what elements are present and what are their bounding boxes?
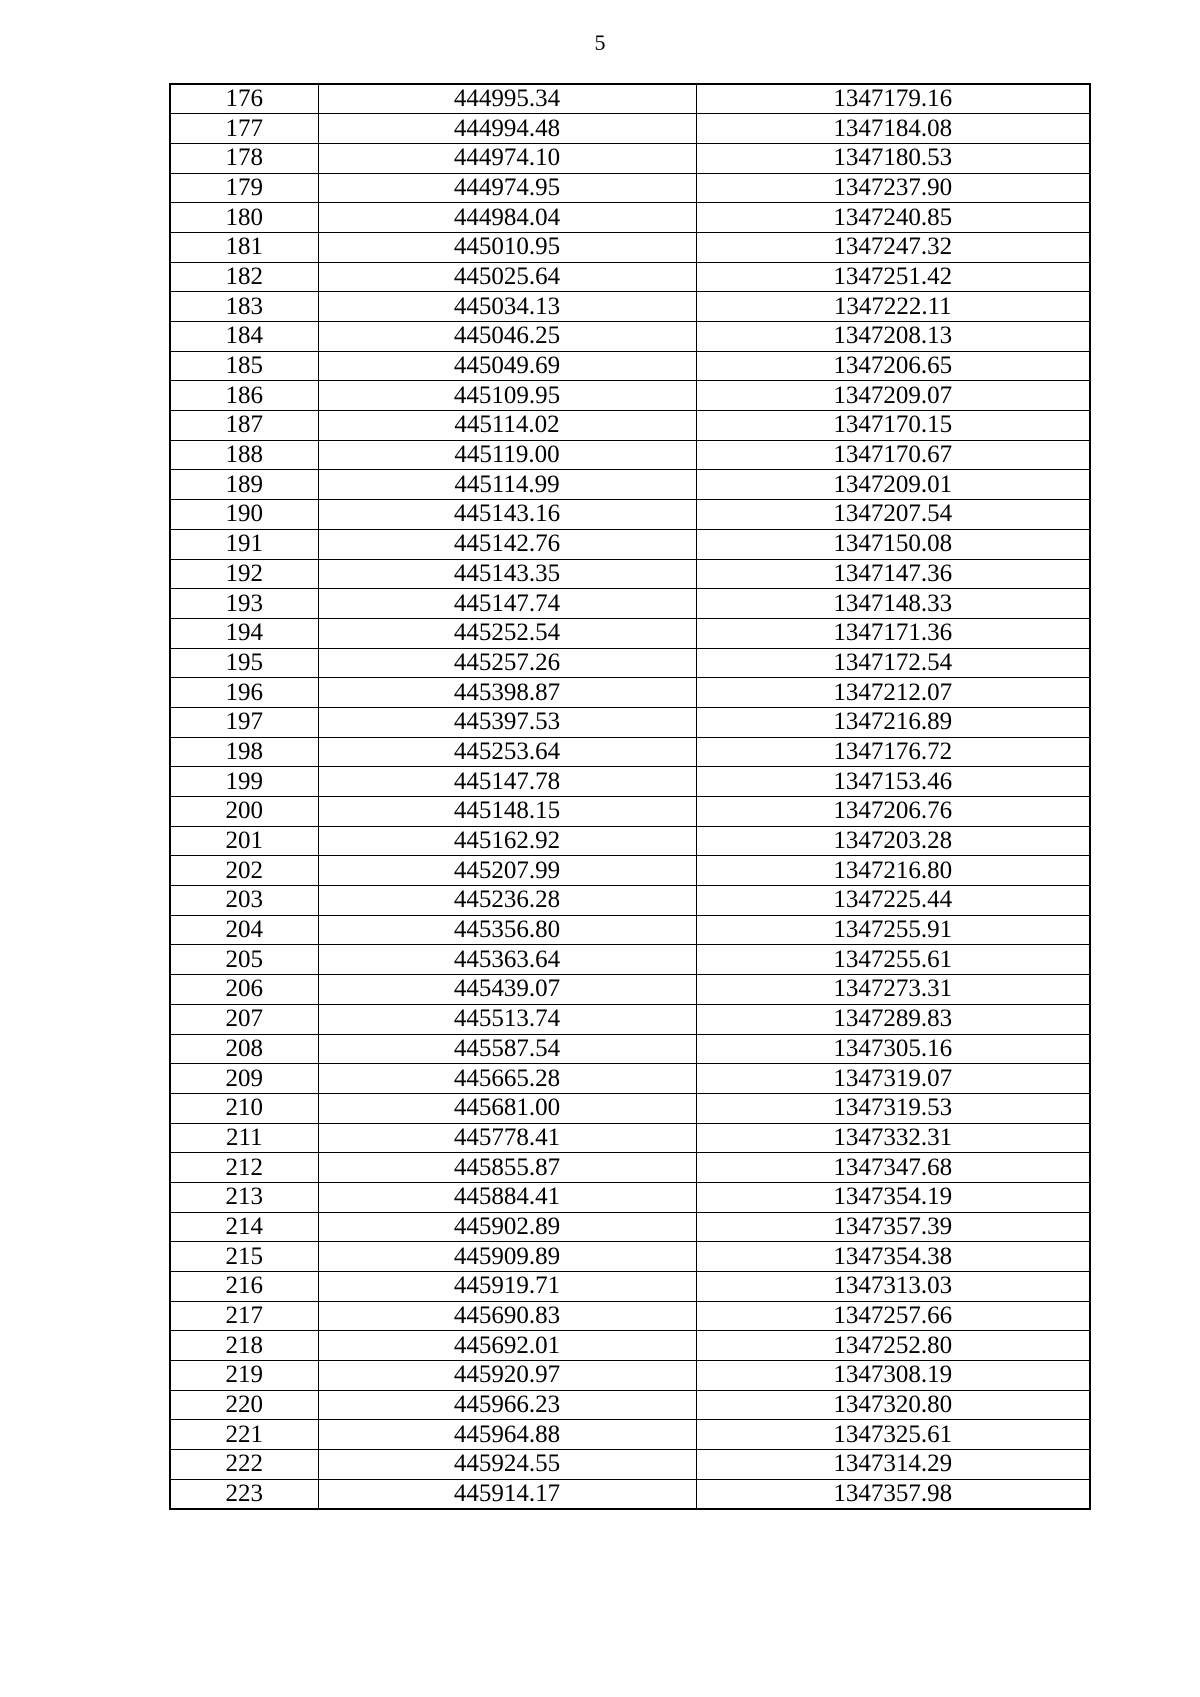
table-row bbox=[170, 1450, 1090, 1480]
y-coordinate-cell: 1347325.61 bbox=[696, 1420, 1090, 1450]
table-row bbox=[170, 945, 1090, 975]
table-row bbox=[170, 1331, 1090, 1361]
point-number-cell: 199 bbox=[170, 767, 318, 797]
x-coordinate-cell: 445034.13 bbox=[318, 292, 696, 322]
point-number-cell: 219 bbox=[170, 1361, 318, 1391]
table-row bbox=[170, 1064, 1090, 1094]
y-coordinate-cell: 1347357.39 bbox=[696, 1212, 1090, 1242]
y-coordinate-cell: 1347150.08 bbox=[696, 529, 1090, 559]
x-coordinate-cell: 444974.95 bbox=[318, 173, 696, 203]
table-row bbox=[170, 292, 1090, 322]
x-coordinate-cell: 445665.28 bbox=[318, 1064, 696, 1094]
point-number-cell: 194 bbox=[170, 618, 318, 648]
x-coordinate-cell: 445855.87 bbox=[318, 1153, 696, 1183]
table-row bbox=[170, 915, 1090, 945]
y-coordinate-cell: 1347237.90 bbox=[696, 173, 1090, 203]
table-row bbox=[170, 1272, 1090, 1302]
x-coordinate-cell: 445143.35 bbox=[318, 559, 696, 589]
table-row bbox=[170, 826, 1090, 856]
point-number-cell: 191 bbox=[170, 529, 318, 559]
x-coordinate-cell: 445397.53 bbox=[318, 707, 696, 737]
y-coordinate-cell: 1347347.68 bbox=[696, 1153, 1090, 1183]
y-coordinate-cell: 1347180.53 bbox=[696, 143, 1090, 173]
table-row bbox=[170, 381, 1090, 411]
x-coordinate-cell: 445692.01 bbox=[318, 1331, 696, 1361]
y-coordinate-cell: 1347171.36 bbox=[696, 618, 1090, 648]
point-number-cell: 217 bbox=[170, 1301, 318, 1331]
point-number-cell: 213 bbox=[170, 1182, 318, 1212]
x-coordinate-cell: 445148.15 bbox=[318, 797, 696, 827]
table-row bbox=[170, 1479, 1090, 1509]
point-number-cell: 221 bbox=[170, 1420, 318, 1450]
point-number-cell: 203 bbox=[170, 886, 318, 916]
y-coordinate-cell: 1347216.89 bbox=[696, 707, 1090, 737]
y-coordinate-cell: 1347222.11 bbox=[696, 292, 1090, 322]
table-row bbox=[170, 1301, 1090, 1331]
x-coordinate-cell: 445253.64 bbox=[318, 737, 696, 767]
x-coordinate-cell: 445119.00 bbox=[318, 440, 696, 470]
table-row bbox=[170, 529, 1090, 559]
table-row bbox=[170, 143, 1090, 173]
table-row bbox=[170, 500, 1090, 530]
y-coordinate-cell: 1347332.31 bbox=[696, 1123, 1090, 1153]
x-coordinate-cell: 445924.55 bbox=[318, 1450, 696, 1480]
x-coordinate-cell: 444984.04 bbox=[318, 203, 696, 233]
table-row bbox=[170, 648, 1090, 678]
y-coordinate-cell: 1347170.15 bbox=[696, 411, 1090, 441]
y-coordinate-cell: 1347305.16 bbox=[696, 1034, 1090, 1064]
y-coordinate-cell: 1347176.72 bbox=[696, 737, 1090, 767]
y-coordinate-cell: 1347308.19 bbox=[696, 1361, 1090, 1391]
x-coordinate-cell: 445439.07 bbox=[318, 975, 696, 1005]
point-number-cell: 184 bbox=[170, 322, 318, 352]
point-number-cell: 181 bbox=[170, 232, 318, 262]
table-row bbox=[170, 1093, 1090, 1123]
x-coordinate-cell: 444994.48 bbox=[318, 114, 696, 144]
point-number-cell: 185 bbox=[170, 351, 318, 381]
y-coordinate-cell: 1347273.31 bbox=[696, 975, 1090, 1005]
point-number-cell: 182 bbox=[170, 262, 318, 292]
y-coordinate-cell: 1347289.83 bbox=[696, 1004, 1090, 1034]
x-coordinate-cell: 445147.78 bbox=[318, 767, 696, 797]
x-coordinate-cell: 445109.95 bbox=[318, 381, 696, 411]
y-coordinate-cell: 1347208.13 bbox=[696, 322, 1090, 352]
y-coordinate-cell: 1347216.80 bbox=[696, 856, 1090, 886]
table-row bbox=[170, 767, 1090, 797]
y-coordinate-cell: 1347148.33 bbox=[696, 589, 1090, 619]
y-coordinate-cell: 1347252.80 bbox=[696, 1331, 1090, 1361]
coordinates-table bbox=[169, 83, 1091, 1510]
point-number-cell: 189 bbox=[170, 470, 318, 500]
point-number-cell: 207 bbox=[170, 1004, 318, 1034]
y-coordinate-cell: 1347170.67 bbox=[696, 440, 1090, 470]
point-number-cell: 180 bbox=[170, 203, 318, 233]
x-coordinate-cell: 445257.26 bbox=[318, 648, 696, 678]
table-row bbox=[170, 856, 1090, 886]
x-coordinate-cell: 445049.69 bbox=[318, 351, 696, 381]
y-coordinate-cell: 1347255.91 bbox=[696, 915, 1090, 945]
x-coordinate-cell: 445690.83 bbox=[318, 1301, 696, 1331]
point-number-cell: 193 bbox=[170, 589, 318, 619]
table-row bbox=[170, 203, 1090, 233]
y-coordinate-cell: 1347225.44 bbox=[696, 886, 1090, 916]
y-coordinate-cell: 1347240.85 bbox=[696, 203, 1090, 233]
x-coordinate-cell: 445909.89 bbox=[318, 1242, 696, 1272]
point-number-cell: 216 bbox=[170, 1272, 318, 1302]
table-row bbox=[170, 707, 1090, 737]
y-coordinate-cell: 1347209.01 bbox=[696, 470, 1090, 500]
table-row bbox=[170, 262, 1090, 292]
point-number-cell: 215 bbox=[170, 1242, 318, 1272]
table-row bbox=[170, 1182, 1090, 1212]
y-coordinate-cell: 1347206.65 bbox=[696, 351, 1090, 381]
y-coordinate-cell: 1347354.19 bbox=[696, 1182, 1090, 1212]
x-coordinate-cell: 444974.10 bbox=[318, 143, 696, 173]
point-number-cell: 200 bbox=[170, 797, 318, 827]
coordinates-table-body bbox=[170, 84, 1090, 1509]
table-row bbox=[170, 440, 1090, 470]
x-coordinate-cell: 445919.71 bbox=[318, 1272, 696, 1302]
table-row bbox=[170, 1420, 1090, 1450]
point-number-cell: 183 bbox=[170, 292, 318, 322]
table-row bbox=[170, 411, 1090, 441]
x-coordinate-cell: 445966.23 bbox=[318, 1390, 696, 1420]
x-coordinate-cell: 445143.16 bbox=[318, 500, 696, 530]
x-coordinate-cell: 445114.99 bbox=[318, 470, 696, 500]
table-row bbox=[170, 1004, 1090, 1034]
table-row bbox=[170, 351, 1090, 381]
page-number: 5 bbox=[594, 30, 606, 55]
x-coordinate-cell: 445147.74 bbox=[318, 589, 696, 619]
point-number-cell: 186 bbox=[170, 381, 318, 411]
y-coordinate-cell: 1347320.80 bbox=[696, 1390, 1090, 1420]
x-coordinate-cell: 445236.28 bbox=[318, 886, 696, 916]
y-coordinate-cell: 1347313.03 bbox=[696, 1272, 1090, 1302]
table-row bbox=[170, 470, 1090, 500]
x-coordinate-cell: 445252.54 bbox=[318, 618, 696, 648]
y-coordinate-cell: 1347179.16 bbox=[696, 84, 1090, 114]
y-coordinate-cell: 1347209.07 bbox=[696, 381, 1090, 411]
x-coordinate-cell: 445046.25 bbox=[318, 322, 696, 352]
point-number-cell: 188 bbox=[170, 440, 318, 470]
table-row bbox=[170, 797, 1090, 827]
point-number-cell: 209 bbox=[170, 1064, 318, 1094]
table-row bbox=[170, 1212, 1090, 1242]
x-coordinate-cell: 445513.74 bbox=[318, 1004, 696, 1034]
point-number-cell: 195 bbox=[170, 648, 318, 678]
table-row bbox=[170, 1361, 1090, 1391]
table-row bbox=[170, 1034, 1090, 1064]
y-coordinate-cell: 1347247.32 bbox=[696, 232, 1090, 262]
point-number-cell: 178 bbox=[170, 143, 318, 173]
point-number-cell: 192 bbox=[170, 559, 318, 589]
table-row bbox=[170, 559, 1090, 589]
point-number-cell: 210 bbox=[170, 1093, 318, 1123]
point-number-cell: 205 bbox=[170, 945, 318, 975]
point-number-cell: 222 bbox=[170, 1450, 318, 1480]
x-coordinate-cell: 445964.88 bbox=[318, 1420, 696, 1450]
table-row bbox=[170, 1242, 1090, 1272]
y-coordinate-cell: 1347251.42 bbox=[696, 262, 1090, 292]
x-coordinate-cell: 445162.92 bbox=[318, 826, 696, 856]
table-row bbox=[170, 886, 1090, 916]
y-coordinate-cell: 1347184.08 bbox=[696, 114, 1090, 144]
x-coordinate-cell: 445010.95 bbox=[318, 232, 696, 262]
y-coordinate-cell: 1347206.76 bbox=[696, 797, 1090, 827]
x-coordinate-cell: 445920.97 bbox=[318, 1361, 696, 1391]
x-coordinate-cell: 445363.64 bbox=[318, 945, 696, 975]
point-number-cell: 176 bbox=[170, 84, 318, 114]
y-coordinate-cell: 1347319.07 bbox=[696, 1064, 1090, 1094]
point-number-cell: 177 bbox=[170, 114, 318, 144]
table-row bbox=[170, 618, 1090, 648]
point-number-cell: 202 bbox=[170, 856, 318, 886]
point-number-cell: 211 bbox=[170, 1123, 318, 1153]
point-number-cell: 179 bbox=[170, 173, 318, 203]
x-coordinate-cell: 445902.89 bbox=[318, 1212, 696, 1242]
table-row bbox=[170, 173, 1090, 203]
x-coordinate-cell: 445681.00 bbox=[318, 1093, 696, 1123]
table-row bbox=[170, 589, 1090, 619]
table-row bbox=[170, 737, 1090, 767]
point-number-cell: 196 bbox=[170, 678, 318, 708]
y-coordinate-cell: 1347255.61 bbox=[696, 945, 1090, 975]
x-coordinate-cell: 445398.87 bbox=[318, 678, 696, 708]
y-coordinate-cell: 1347207.54 bbox=[696, 500, 1090, 530]
point-number-cell: 208 bbox=[170, 1034, 318, 1064]
y-coordinate-cell: 1347203.28 bbox=[696, 826, 1090, 856]
point-number-cell: 214 bbox=[170, 1212, 318, 1242]
table-row bbox=[170, 1390, 1090, 1420]
y-coordinate-cell: 1347257.66 bbox=[696, 1301, 1090, 1331]
y-coordinate-cell: 1347153.46 bbox=[696, 767, 1090, 797]
point-number-cell: 223 bbox=[170, 1479, 318, 1509]
x-coordinate-cell: 445884.41 bbox=[318, 1182, 696, 1212]
y-coordinate-cell: 1347172.54 bbox=[696, 648, 1090, 678]
x-coordinate-cell: 445914.17 bbox=[318, 1479, 696, 1509]
x-coordinate-cell: 445356.80 bbox=[318, 915, 696, 945]
y-coordinate-cell: 1347319.53 bbox=[696, 1093, 1090, 1123]
table-row bbox=[170, 975, 1090, 1005]
y-coordinate-cell: 1347314.29 bbox=[696, 1450, 1090, 1480]
table-row bbox=[170, 232, 1090, 262]
x-coordinate-cell: 445587.54 bbox=[318, 1034, 696, 1064]
x-coordinate-cell: 445025.64 bbox=[318, 262, 696, 292]
y-coordinate-cell: 1347147.36 bbox=[696, 559, 1090, 589]
x-coordinate-cell: 445207.99 bbox=[318, 856, 696, 886]
x-coordinate-cell: 445114.02 bbox=[318, 411, 696, 441]
table-row bbox=[170, 1153, 1090, 1183]
y-coordinate-cell: 1347357.98 bbox=[696, 1479, 1090, 1509]
point-number-cell: 197 bbox=[170, 707, 318, 737]
table-row bbox=[170, 114, 1090, 144]
point-number-cell: 198 bbox=[170, 737, 318, 767]
table-row bbox=[170, 322, 1090, 352]
y-coordinate-cell: 1347212.07 bbox=[696, 678, 1090, 708]
point-number-cell: 218 bbox=[170, 1331, 318, 1361]
table-row bbox=[170, 678, 1090, 708]
x-coordinate-cell: 445142.76 bbox=[318, 529, 696, 559]
point-number-cell: 190 bbox=[170, 500, 318, 530]
point-number-cell: 204 bbox=[170, 915, 318, 945]
table-row bbox=[170, 1123, 1090, 1153]
table-row bbox=[170, 84, 1090, 114]
point-number-cell: 187 bbox=[170, 411, 318, 441]
point-number-cell: 201 bbox=[170, 826, 318, 856]
x-coordinate-cell: 445778.41 bbox=[318, 1123, 696, 1153]
x-coordinate-cell: 444995.34 bbox=[318, 84, 696, 114]
point-number-cell: 212 bbox=[170, 1153, 318, 1183]
y-coordinate-cell: 1347354.38 bbox=[696, 1242, 1090, 1272]
point-number-cell: 206 bbox=[170, 975, 318, 1005]
point-number-cell: 220 bbox=[170, 1390, 318, 1420]
